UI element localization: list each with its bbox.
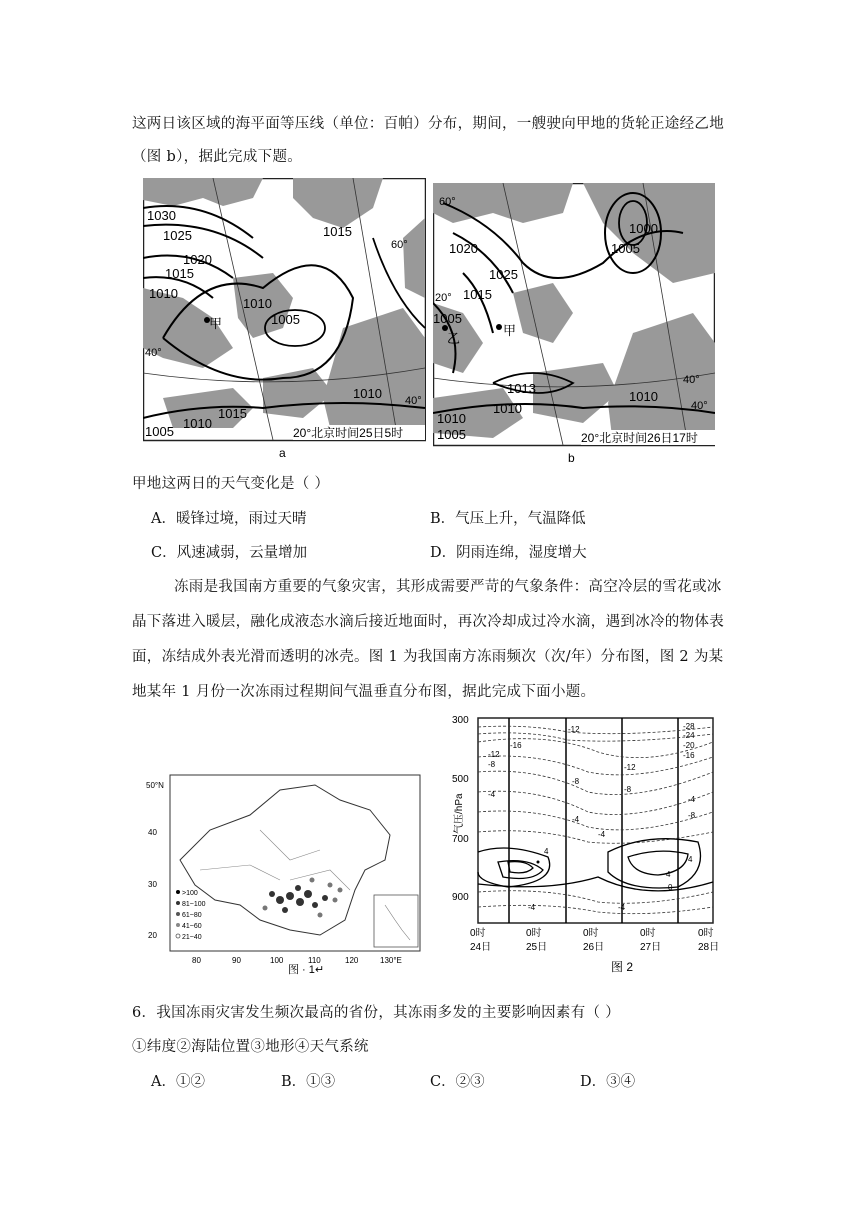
isobar-label: 1015 [323, 224, 352, 239]
passage-line-2: 晶下落进入暖层，融化成液态水滴后接近地面时，再次冷却成过冷水滴，遇到冰冷的物体表 [132, 614, 724, 630]
contour-label: 4 [688, 855, 693, 864]
y-tick: 500 [452, 774, 469, 785]
x-tick-day: 24日 [470, 942, 492, 953]
y-tick: 900 [452, 892, 469, 903]
location-yi: 乙 [447, 331, 461, 346]
x-tick-time: 0时 [470, 928, 486, 939]
x-tick: 120 [345, 956, 359, 965]
contour-label: -20 [683, 741, 695, 750]
map-b-caption: b [568, 451, 575, 465]
contour-label: 4 [544, 847, 549, 856]
map-a-timestamp: 20°北京时间25日5时 [293, 426, 404, 440]
legend-entry: 61~80 [182, 912, 202, 919]
contour-label: 4 [666, 870, 671, 879]
q5-stem: 甲地这两日的天气变化是（ ） [132, 476, 330, 492]
q6-option-c[interactable]: C．②③ [430, 1074, 485, 1090]
intro-line-2: （图 b），据此完成下题。 [132, 149, 303, 165]
contour-label: -8 [572, 777, 580, 786]
x-tick-time: 0时 [640, 928, 656, 939]
x-tick-time: 0时 [698, 928, 714, 939]
isobar-label: 1025 [163, 228, 192, 243]
isobar-label: 1015 [463, 287, 492, 302]
y-tick: 700 [452, 834, 469, 845]
contour-label: 0 [668, 883, 673, 892]
x-tick-day: 25日 [526, 942, 548, 953]
q6-option-b[interactable]: B．①③ [281, 1074, 336, 1090]
isobar-label: 1010 [437, 411, 466, 426]
q6-option-d[interactable]: D．③④ [580, 1074, 636, 1090]
x-tick-time: 0时 [583, 928, 599, 939]
contour-label: -4 [598, 830, 606, 839]
contour-label: -4 [688, 795, 696, 804]
isobar-label: 1020 [183, 252, 212, 267]
q5-option-c[interactable]: C．风速减弱，云量增加 [151, 545, 308, 561]
isobar-label: 1005 [145, 424, 174, 439]
degree-label: 40° [405, 395, 422, 407]
x-tick: 110 [308, 956, 321, 965]
map-b-timestamp: 20°北京时间26日17时 [581, 431, 698, 445]
contour-label: -4 [572, 815, 580, 824]
location-jia: 甲 [503, 323, 517, 338]
temperature-vertical-chart [448, 712, 738, 984]
passage-line-4: 地某年 1 月份一次冻雨过程期间气温垂直分布图，据此完成下面小题。 [132, 684, 596, 700]
isobar-label: 1010 [183, 416, 212, 431]
degree-label: 40° [145, 347, 162, 359]
contour-label: -12 [568, 725, 580, 734]
isobar-label: 1010 [149, 286, 178, 301]
x-tick: 130°E [380, 956, 402, 965]
fig1-caption: 图 · 1↵ [288, 964, 325, 976]
isobar-label: 1010 [629, 389, 658, 404]
q6-option-a[interactable]: A．①② [151, 1074, 205, 1090]
isobar-label: 1030 [147, 208, 176, 223]
x-tick: 100 [270, 956, 284, 965]
pressure-map-a [143, 178, 426, 464]
intro-line-1: 这两日该区域的海平面等压线（单位：百帕）分布，期间，一艘驶向甲地的货轮正途经乙地 [132, 116, 724, 132]
x-tick: 80 [192, 956, 201, 965]
isobar-label: 1013 [507, 381, 536, 396]
map-a-caption: a [279, 446, 286, 460]
y-tick: 20 [148, 931, 157, 940]
isobar-label: 1015 [165, 266, 194, 281]
y-tick: 300 [452, 715, 469, 726]
isobar-label: 1010 [243, 296, 272, 311]
isobar-label: 1015 [218, 406, 247, 421]
contour-label: -8 [624, 785, 632, 794]
fig2-caption: 图 2 [611, 960, 634, 974]
freezing-rain-frequency-map [140, 770, 430, 984]
isobar-label: 1005 [437, 427, 466, 442]
x-tick-day: 28日 [698, 942, 720, 953]
isobar-label: 1005 [611, 241, 640, 256]
q5-option-d[interactable]: D．阴雨连绵，湿度增大 [430, 545, 587, 561]
contour-label: -12 [624, 763, 636, 772]
isobar-label: 1010 [353, 386, 382, 401]
x-tick-time: 0时 [526, 928, 542, 939]
q6-stem: 6．我国冻雨灾害发生频次最高的省份，其冻雨多发的主要影响因素有（ ） [132, 1005, 621, 1021]
y-tick: 40 [148, 828, 157, 837]
degree-label: 60° [391, 239, 408, 251]
q6-factors: ①纬度②海陆位置③地形④天气系统 [132, 1039, 369, 1055]
isobar-label: 1005 [271, 312, 300, 327]
contour-label: -8 [488, 760, 496, 769]
isobar-label: 1000 [629, 221, 658, 236]
contour-label: -16 [510, 741, 522, 750]
y-tick: 50°N [146, 781, 164, 790]
contour-label: -12 [488, 750, 500, 759]
degree-label: 60° [439, 196, 456, 208]
q5-option-a[interactable]: A．暖锋过境，雨过天晴 [151, 511, 307, 527]
legend-entry: 81~100 [182, 901, 206, 908]
x-tick: 90 [232, 956, 241, 965]
y-axis-label: 气压/hPa [454, 793, 465, 834]
contour-label: -4 [528, 903, 536, 912]
legend-entry: 21~40 [182, 934, 202, 941]
legend-entry: 41~60 [182, 923, 202, 930]
legend-entry: >100 [182, 890, 198, 897]
degree-label: 40° [683, 374, 700, 386]
x-tick-day: 27日 [640, 942, 662, 953]
isobar-label: 1010 [493, 401, 522, 416]
x-tick-day: 26日 [583, 942, 605, 953]
isobar-label: 1005 [433, 311, 462, 326]
contour-label: -4 [488, 790, 496, 799]
contour-label: -28 [683, 722, 695, 731]
q5-option-b[interactable]: B．气压上升，气温降低 [430, 511, 586, 527]
pressure-map-b [433, 183, 715, 469]
contour-label: -8 [688, 811, 696, 820]
passage-line-3: 面，冻结成外表光滑而透明的冰壳。图 1 为我国南方冻雨频次（次/年）分布图，图 2 为某 [132, 649, 724, 665]
y-tick: 30 [148, 880, 157, 889]
isobar-label: 1025 [489, 267, 518, 282]
degree-label: 20° [435, 292, 452, 304]
contour-label: -4 [618, 903, 626, 912]
contour-label: -24 [683, 731, 695, 740]
degree-label: 40° [691, 400, 708, 412]
isobar-label: 1020 [449, 241, 478, 256]
contour-label: -16 [683, 751, 695, 760]
passage-line-1: 冻雨是我国南方重要的气象灾害，其形成需要严苛的气象条件：高空冷层的雪花或冰 [174, 579, 722, 595]
location-jia: 甲 [209, 316, 223, 331]
